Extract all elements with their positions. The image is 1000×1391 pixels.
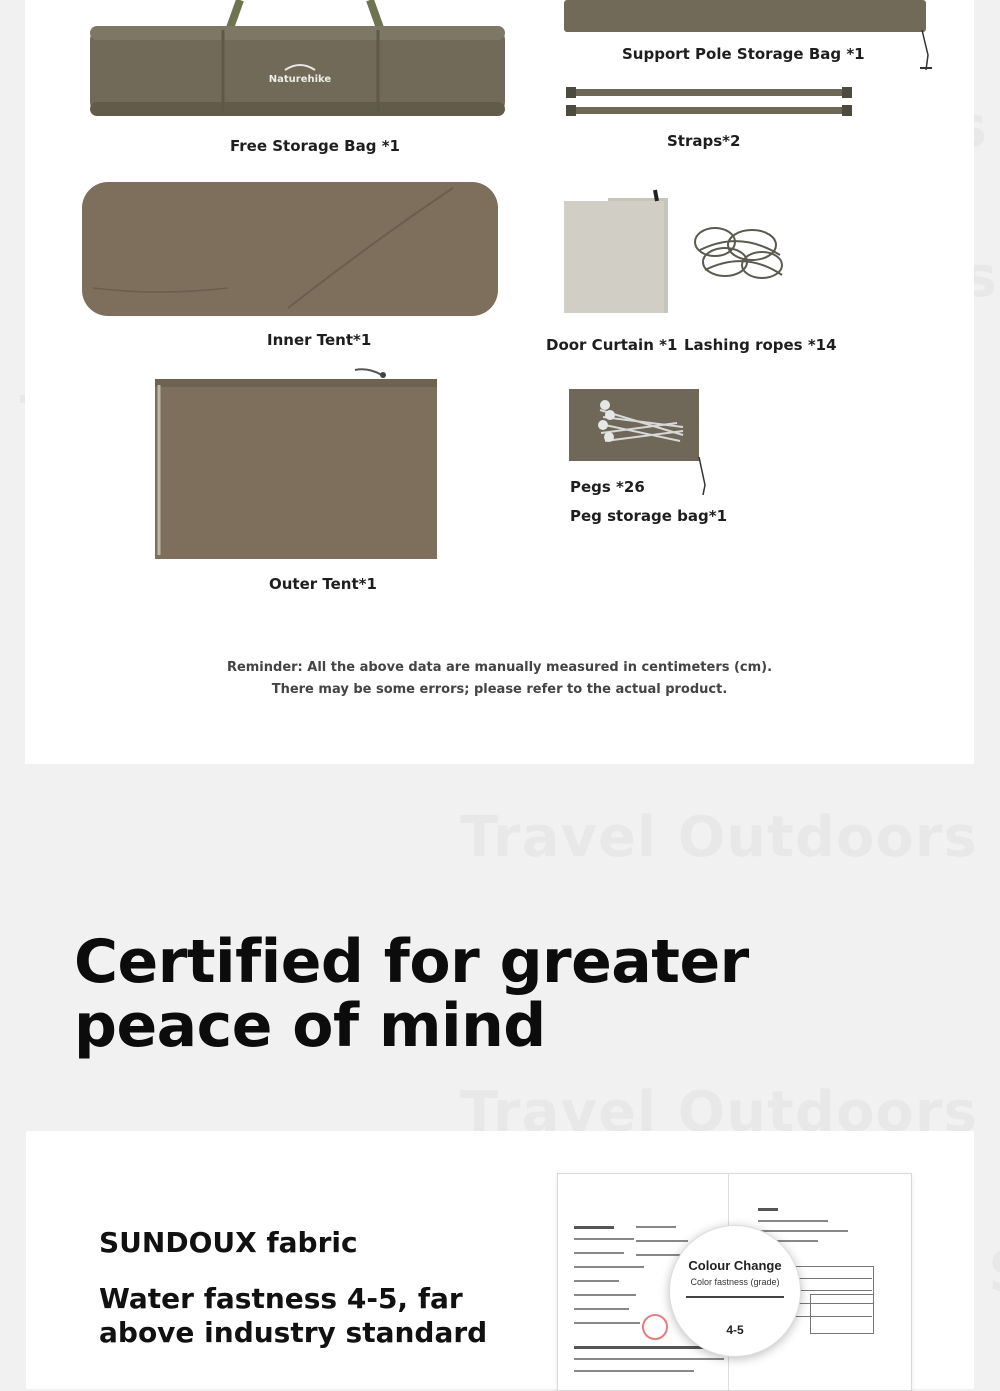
magnifier-title: Colour Change [688, 1258, 782, 1273]
label-support-pole-bag: Support Pole Storage Bag *1 [622, 45, 865, 63]
door-curtain-image [560, 185, 680, 315]
reminder-line-1: Reminder: All the above data are manually measured in centimeters (cm). [226, 660, 773, 675]
lashing-ropes-image [690, 220, 790, 290]
magnifier-subtitle: Color fastness (grade) [690, 1277, 780, 1287]
label-lashing-ropes: Lashing ropes *14 [684, 336, 837, 354]
label-straps: Straps*2 [667, 132, 741, 150]
brand-logo: Naturehike [268, 74, 332, 85]
label-pegs: Pegs *26 [570, 478, 645, 496]
fabric-title: SUNDOUX fabric [99, 1226, 358, 1259]
magnifier-value: 4-5 [726, 1323, 744, 1337]
reminder-line-2: There may be some errors; please refer to the actual product. [271, 682, 728, 697]
headline-line-2: peace of mind [74, 991, 546, 1061]
support-pole-bag-image [560, 0, 940, 80]
outer-tent-image [145, 365, 445, 565]
certificate-magnifier [669, 1225, 801, 1357]
fabric-desc-line-1: Water fastness 4-5, far [99, 1282, 463, 1315]
label-free-storage-bag: Free Storage Bag *1 [230, 137, 400, 155]
section-headline [74, 927, 749, 1061]
magnifier-divider [686, 1296, 784, 1298]
label-peg-storage-bag: Peg storage bag*1 [570, 507, 728, 525]
straps-image [560, 85, 860, 120]
watermark-text [460, 805, 1000, 870]
free-storage-bag-image [80, 0, 520, 125]
label-outer-tent: Outer Tent*1 [269, 575, 377, 593]
fabric-desc-line-2: above industry standard [99, 1316, 488, 1349]
headline-line-1: Certified for greater [74, 927, 749, 997]
label-inner-tent: Inner Tent*1 [267, 331, 372, 349]
inner-tent-image [78, 178, 503, 323]
fabric-description [99, 1282, 519, 1350]
label-door-curtain: Door Curtain *1 [546, 336, 678, 354]
